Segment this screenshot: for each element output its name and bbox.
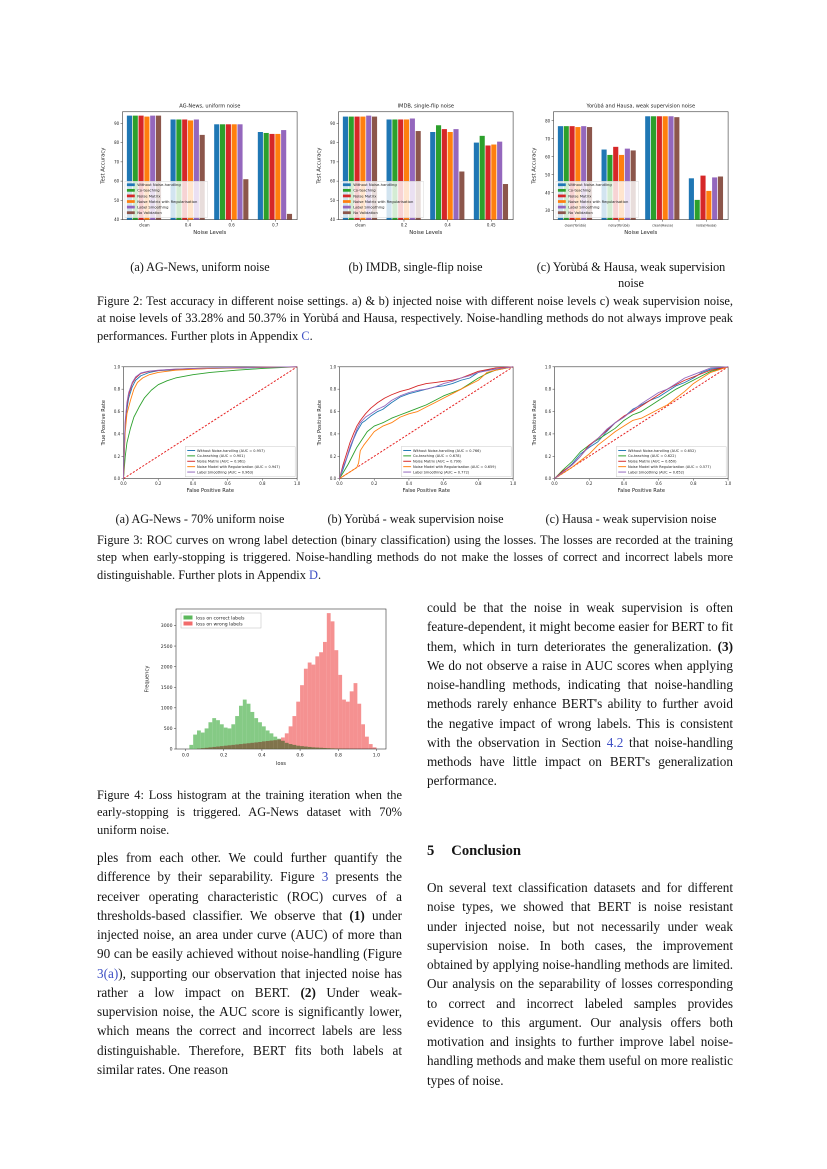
svg-text:True Positive Rate: True Positive Rate — [531, 400, 538, 446]
figure2c-subcaption: (c) Yorùbá & Hausa, weak supervision noise — [536, 260, 726, 291]
svg-text:Co-teaching: Co-teaching — [568, 188, 591, 193]
svg-text:0.4: 0.4 — [444, 222, 451, 228]
svg-text:Noise Matrix (AUC = 0.650): Noise Matrix (AUC = 0.650) — [628, 459, 677, 464]
svg-text:Noise Levels: Noise Levels — [193, 229, 227, 236]
svg-text:clean: clean — [139, 222, 150, 228]
section-number: 5 — [427, 843, 435, 859]
svg-text:No Validation: No Validation — [137, 211, 162, 216]
ref-link[interactable]: 3(a) — [97, 965, 119, 981]
figure2-subcaptions-row — [97, 259, 734, 291]
figure2c-bar-chart — [528, 100, 734, 249]
svg-text:0.2: 0.2 — [544, 453, 552, 459]
svg-text:Co-teaching (AUC = 0.678): Co-teaching (AUC = 0.678) — [412, 454, 461, 459]
svg-text:Noise Levels: Noise Levels — [624, 229, 658, 236]
svg-text:Noise Matrix with Regularisati: Noise Matrix with Regularisation — [137, 199, 198, 204]
svg-text:0.6: 0.6 — [329, 409, 336, 415]
svg-text:0.0: 0.0 — [181, 753, 190, 759]
svg-text:0.0: 0.0 — [551, 481, 558, 487]
fig3c-svg — [528, 357, 734, 506]
svg-text:40: 40 — [329, 217, 335, 223]
figure3c-subcaption: (c) Hausa - weak supervision noise — [545, 512, 717, 526]
svg-text:0.6: 0.6 — [440, 481, 447, 487]
svg-text:Label Smoothing: Label Smoothing — [137, 205, 169, 210]
svg-text:Co-teaching (AUC = 0.622): Co-teaching (AUC = 0.622) — [628, 454, 676, 459]
svg-text:0.6: 0.6 — [544, 409, 552, 415]
svg-text:0.2: 0.2 — [220, 753, 228, 759]
svg-text:clean(Hausa): clean(Hausa) — [652, 223, 673, 228]
svg-text:60: 60 — [114, 178, 120, 184]
figure3a-subcaption: (a) AG-News - 70% uniform noise — [115, 512, 285, 526]
svg-text:500: 500 — [163, 727, 173, 733]
svg-text:Label Smoothing: Label Smoothing — [352, 205, 385, 210]
svg-text:0.6: 0.6 — [655, 481, 662, 487]
svg-text:Noise Matrix (AUC = 0.799): Noise Matrix (AUC = 0.799) — [412, 459, 462, 464]
bold-text: (3) — [717, 638, 733, 654]
svg-text:Without Noise-handling (AUC =: Without Noise-handling (AUC = 0.652) — [628, 448, 696, 453]
svg-text:0: 0 — [169, 747, 173, 753]
svg-text:Noise Model with Regularizatio: Noise Model with Regularization (AUC = 0.577) — [628, 465, 711, 470]
svg-text:1.0: 1.0 — [293, 481, 301, 487]
svg-text:Label Smoothing (AUC = 0.963): Label Smoothing (AUC = 0.963) — [197, 470, 254, 475]
svg-text:80: 80 — [329, 140, 335, 146]
svg-text:0.6: 0.6 — [113, 409, 121, 415]
svg-text:40: 40 — [545, 190, 551, 196]
svg-text:0.2: 0.2 — [400, 222, 407, 228]
figure2a-bar-chart — [97, 100, 303, 249]
fig2c-svg — [528, 100, 734, 249]
figure3-subcaptions-row — [97, 511, 734, 527]
conclusion-heading — [427, 843, 733, 860]
svg-text:Co-teaching (AUC = 0.901): Co-teaching (AUC = 0.901) — [197, 454, 245, 459]
svg-text:0.4: 0.4 — [329, 431, 336, 437]
figure3-caption: Figure 3: ROC curves on wrong label detection (binary classification) using the losses. The losses are recorded at the training step when early-stopping is triggered. Noise-handling methods do not make the losses of correct and incorrect labels more distinguishable. Further plots in Appendix D. — [97, 533, 733, 582]
figure3b-roc-chart — [313, 357, 519, 506]
svg-text:noisy(Hausa): noisy(Hausa) — [696, 223, 717, 228]
svg-text:40: 40 — [114, 217, 120, 223]
svg-text:0.0: 0.0 — [544, 476, 552, 482]
ref-link[interactable]: 4.2 — [606, 734, 624, 750]
svg-text:0.2: 0.2 — [586, 481, 593, 487]
svg-text:True Positive Rate: True Positive Rate — [100, 400, 107, 446]
svg-text:0.2: 0.2 — [370, 481, 377, 487]
svg-text:0.6: 0.6 — [296, 753, 304, 759]
svg-text:0.8: 0.8 — [329, 386, 336, 392]
fig4-svg — [140, 597, 392, 783]
svg-text:Noise Matrix: Noise Matrix — [568, 194, 592, 199]
fig2a-svg — [97, 100, 303, 249]
svg-text:Noise Model with Regularisatio: Noise Model with Regularisation (AUC = 0.659) — [412, 465, 496, 470]
svg-text:80: 80 — [114, 140, 120, 146]
svg-text:70: 70 — [545, 136, 551, 142]
svg-text:0.4: 0.4 — [405, 481, 412, 487]
svg-text:60: 60 — [329, 178, 335, 184]
figure3a-roc-chart — [97, 357, 303, 506]
svg-text:70: 70 — [114, 159, 120, 165]
svg-text:2000: 2000 — [160, 665, 173, 671]
svg-text:Label Smoothing (AUC = 0.772): Label Smoothing (AUC = 0.772) — [412, 470, 469, 475]
svg-text:0.8: 0.8 — [334, 753, 342, 759]
svg-text:Noise Levels: Noise Levels — [408, 229, 442, 236]
bold-text: (1) — [349, 907, 365, 923]
svg-text:IMDB, single-flip noise: IMDB, single-flip noise — [397, 103, 454, 110]
svg-text:0.4: 0.4 — [189, 481, 197, 487]
svg-text:0.7: 0.7 — [272, 222, 279, 228]
svg-text:loss: loss — [275, 761, 287, 767]
svg-text:0.8: 0.8 — [259, 481, 266, 487]
svg-text:No Validation: No Validation — [568, 211, 593, 216]
svg-text:0.0: 0.0 — [329, 476, 336, 482]
svg-text:Without Noise-handling: Without Noise-handling — [568, 183, 612, 188]
figure2-caption: Figure 2: Test accuracy in different noise settings. a) & b) injected noise with different noise levels c) weak supervision noise, at noise levels of 33.28% and 50.37% in Yorùbá and Hausa, respectively. Noise-handling methods do not always improve peak performances. Further plots in Appendix C. — [97, 294, 733, 343]
svg-text:clean: clean — [354, 222, 366, 228]
svg-text:60: 60 — [545, 154, 551, 160]
svg-text:30: 30 — [545, 208, 551, 214]
svg-text:0.4: 0.4 — [113, 431, 121, 437]
svg-text:1500: 1500 — [160, 685, 173, 691]
svg-text:noisy(Yorùbá): noisy(Yorùbá) — [608, 223, 630, 228]
svg-text:0.0: 0.0 — [120, 481, 127, 487]
svg-text:0.4: 0.4 — [544, 431, 552, 437]
svg-text:0.2: 0.2 — [155, 481, 162, 487]
svg-text:90: 90 — [114, 120, 120, 126]
svg-text:0.2: 0.2 — [329, 453, 336, 459]
svg-text:Noise Matrix: Noise Matrix — [352, 194, 376, 199]
svg-text:Yorùbá and Hausa, weak supervi: Yorùbá and Hausa, weak supervision noise — [586, 103, 696, 110]
svg-text:Without Noise-handling: Without Noise-handling — [137, 183, 181, 188]
figure4-histogram — [140, 597, 392, 783]
svg-text:2500: 2500 — [160, 644, 173, 650]
svg-text:Label Smoothing (AUC = 0.652): Label Smoothing (AUC = 0.652) — [628, 470, 685, 475]
figure3b-subcaption: (b) Yorùbá - weak supervision noise — [327, 512, 504, 526]
fig3a-svg — [97, 357, 303, 506]
svg-text:Without Noise-handling (AUC =: Without Noise-handling (AUC = 0.957) — [197, 448, 265, 453]
svg-text:Label Smoothing: Label Smoothing — [568, 205, 600, 210]
svg-text:0.8: 0.8 — [544, 386, 552, 392]
svg-text:Test Accuracy: Test Accuracy — [315, 147, 322, 184]
svg-text:1.0: 1.0 — [329, 364, 336, 370]
svg-text:1000: 1000 — [160, 706, 173, 712]
svg-text:70: 70 — [329, 159, 335, 165]
svg-text:1.0: 1.0 — [544, 364, 552, 370]
svg-text:Co-teaching: Co-teaching — [137, 188, 160, 193]
svg-text:Noise Matrix with Regularisati: Noise Matrix with Regularisation — [352, 199, 413, 204]
svg-text:3000: 3000 — [160, 624, 173, 630]
svg-text:False Positive Rate: False Positive Rate — [186, 487, 234, 494]
svg-text:0.0: 0.0 — [113, 476, 121, 482]
svg-text:0.4: 0.4 — [184, 222, 192, 228]
svg-text:0.6: 0.6 — [228, 222, 235, 228]
ref-link[interactable]: D — [309, 567, 318, 582]
svg-text:loss on wrong labels: loss on wrong labels — [196, 622, 243, 628]
svg-text:AG-News, uniform noise: AG-News, uniform noise — [179, 103, 241, 110]
svg-text:0.45: 0.45 — [486, 222, 496, 228]
svg-text:False Positive Rate: False Positive Rate — [617, 487, 665, 494]
right-column-paragraph-1: could be that the noise in weak supervision is often feature-dependent, it might become easier for BERT to fit them, which in turn deteriorates the generalization. (3) We do not observe a raise in AUC scores when applying noise-handling methods, indicating that noise-handling methods rarely enhance BERT's ability to further avoid the negative impact of wrong labels. This is consistent with the observation in Section 4.2 that noise-handling methods have little impact on BERT's generalization performance. — [427, 600, 733, 789]
ref-link[interactable]: 3 — [321, 869, 329, 885]
left-column-paragraph: ples from each other. We could further quantify the difference by their separability. Figure 3 presents the receiver operating characteristic (ROC) curves of a thresholds-based classifier. We observe that (1) under injected noise, an area under curve (AUC) of more than 90 can be easily achieved without noise-handling (Figure 3(a)), supporting our observation that injected noise has rather a low impact on BERT. (2) Under weak-supervision noise, the AUC score is significantly lower, which means the correct and incorrect labels are less distinguishable. Therefore, BERT fits both labels at similar rates. One reason — [97, 850, 403, 1077]
figure3-charts-row — [97, 357, 734, 506]
svg-text:0.6: 0.6 — [224, 481, 231, 487]
svg-text:Without Noise-handling (AUC =: Without Noise-handling (AUC = 0.766) — [412, 448, 481, 453]
svg-text:clean(Yorùbá): clean(Yorùbá) — [564, 223, 587, 228]
figure2-charts-row — [97, 100, 734, 249]
svg-text:False Positive Rate: False Positive Rate — [402, 487, 450, 494]
section-title: Conclusion — [451, 843, 522, 859]
svg-text:Noise Matrix with Regularisati: Noise Matrix with Regularisation — [568, 199, 629, 204]
svg-text:Without Noise-handling: Without Noise-handling — [352, 183, 397, 188]
svg-text:80: 80 — [545, 118, 551, 124]
svg-text:True Positive Rate: True Positive Rate — [316, 400, 323, 446]
svg-text:0.4: 0.4 — [620, 481, 628, 487]
svg-text:50: 50 — [329, 197, 335, 203]
svg-text:loss on correct labels: loss on correct labels — [196, 616, 245, 622]
svg-text:Noise Model with Regularizatio: Noise Model with Regularization (AUC = 0.947) — [197, 465, 280, 470]
svg-text:Noise Matrix: Noise Matrix — [137, 194, 161, 199]
svg-text:50: 50 — [545, 172, 551, 178]
svg-text:Noise Matrix (AUC = 0.961): Noise Matrix (AUC = 0.961) — [197, 459, 246, 464]
bold-text: (2) — [300, 984, 316, 1000]
svg-text:Test Accuracy: Test Accuracy — [531, 147, 538, 184]
svg-text:50: 50 — [114, 197, 120, 203]
svg-text:Co-teaching: Co-teaching — [352, 188, 376, 193]
fig2b-svg — [313, 100, 519, 249]
fig3b-svg — [313, 357, 519, 506]
figure3c-roc-chart — [528, 357, 734, 506]
svg-text:0.2: 0.2 — [113, 453, 121, 459]
svg-text:0.8: 0.8 — [113, 386, 121, 392]
right-column-paragraph-2: On several text classification datasets and for different noise types, we showed that BERT is noise resistant under injected noise, but not necessarily under weak supervision noise. In both cases, the improvement obtained by applying noise-handling methods are limited. Our analysis on the separability of losses corresponding to correct and incorrect labeled samples provides evidence to this argument. Our analysis offers both motivation and insights to further improve label noise-handling methods and make them useful on more realistic types of noise. — [427, 880, 733, 1088]
svg-text:Frequency: Frequency — [144, 665, 151, 693]
svg-text:1.0: 1.0 — [113, 364, 121, 370]
svg-text:0.8: 0.8 — [474, 481, 481, 487]
svg-text:1.0: 1.0 — [724, 481, 732, 487]
figure2b-bar-chart — [313, 100, 519, 249]
svg-text:No Validation: No Validation — [352, 211, 378, 216]
svg-text:0.0: 0.0 — [335, 481, 343, 487]
figure4-caption: Figure 4: Loss histogram at the training iteration when the early-stopping is triggered. AG-News dataset with 70% uniform noise. — [97, 788, 402, 837]
figure2b-subcaption: (b) IMDB, single-flip noise — [348, 260, 483, 274]
svg-text:90: 90 — [329, 120, 335, 126]
svg-text:0.4: 0.4 — [258, 753, 266, 759]
svg-text:0.8: 0.8 — [690, 481, 697, 487]
ref-link[interactable]: C — [301, 328, 310, 343]
svg-text:Test Accuracy: Test Accuracy — [100, 147, 107, 184]
figure2a-subcaption: (a) AG-News, uniform noise — [130, 260, 270, 274]
svg-text:1.0: 1.0 — [372, 753, 381, 759]
svg-text:1.0: 1.0 — [509, 481, 516, 487]
